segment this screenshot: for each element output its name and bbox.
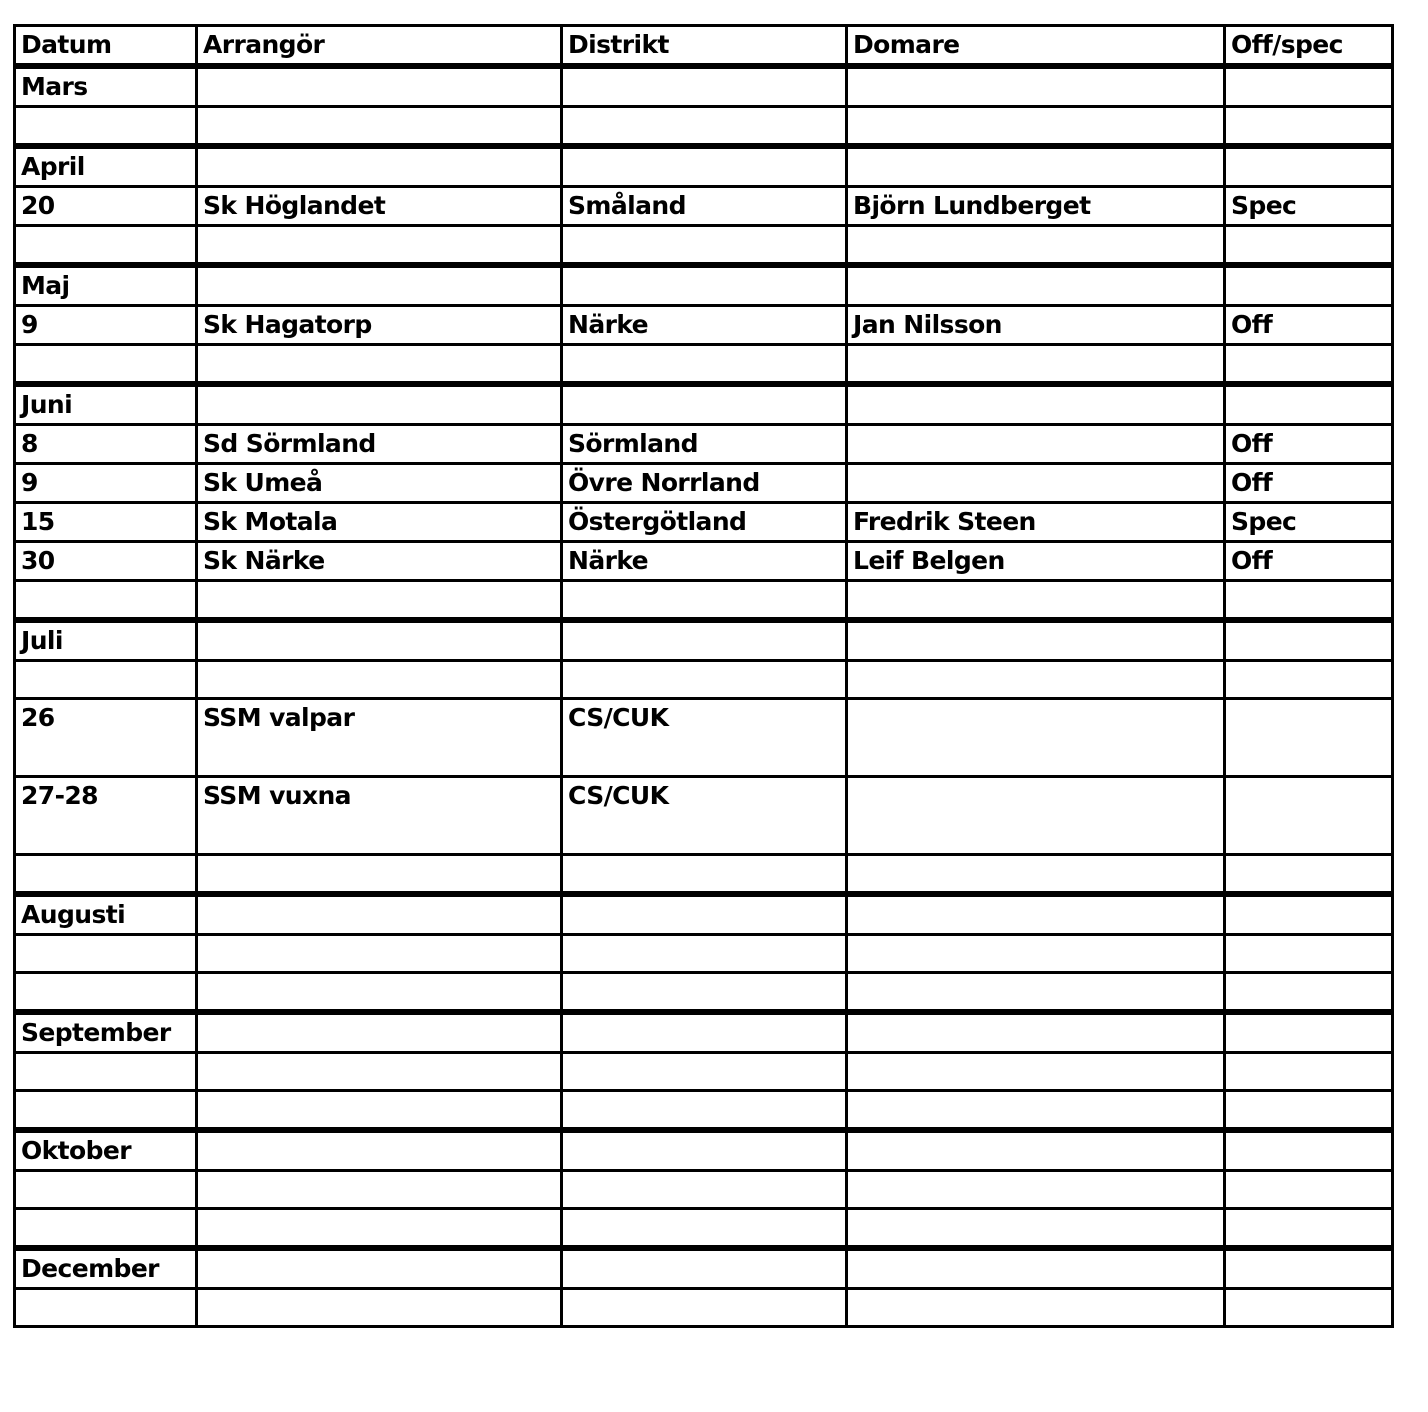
off-spec-cell bbox=[1225, 226, 1393, 266]
table-row bbox=[15, 503, 1393, 542]
arrangor-cell: Sd Sörmland bbox=[197, 425, 562, 464]
distrikt-cell bbox=[562, 265, 847, 306]
table-row bbox=[15, 894, 1393, 935]
table-row bbox=[15, 777, 1393, 855]
off-spec-cell: Off bbox=[1225, 542, 1393, 581]
distrikt-cell bbox=[562, 1053, 847, 1091]
domare-cell bbox=[847, 894, 1225, 935]
arrangor-cell: Sk Motala bbox=[197, 503, 562, 542]
arrangor-cell bbox=[197, 935, 562, 973]
distrikt-cell bbox=[562, 1209, 847, 1249]
off-spec-cell bbox=[1225, 146, 1393, 187]
datum-cell: Juni bbox=[15, 384, 197, 425]
datum-cell bbox=[15, 1053, 197, 1091]
domare-cell bbox=[847, 935, 1225, 973]
off-spec-cell bbox=[1225, 777, 1393, 855]
arrangor-cell bbox=[197, 1091, 562, 1131]
domare-cell: Fredrik Steen bbox=[847, 503, 1225, 542]
datum-cell bbox=[15, 935, 197, 973]
arrangor-cell bbox=[197, 146, 562, 187]
table-row bbox=[15, 581, 1393, 621]
off-spec-cell bbox=[1225, 1130, 1393, 1171]
off-spec-cell bbox=[1225, 1053, 1393, 1091]
arrangor-cell bbox=[197, 894, 562, 935]
datum-cell bbox=[15, 1209, 197, 1249]
header-off-spec: Off/spec bbox=[1225, 26, 1393, 67]
distrikt-cell bbox=[562, 66, 847, 107]
distrikt-cell: Småland bbox=[562, 187, 847, 226]
distrikt-cell bbox=[562, 1289, 847, 1327]
off-spec-cell bbox=[1225, 855, 1393, 895]
datum-cell bbox=[15, 345, 197, 385]
distrikt-cell: Närke bbox=[562, 542, 847, 581]
arrangor-cell bbox=[197, 1248, 562, 1289]
distrikt-cell: CS/CUK bbox=[562, 777, 847, 855]
off-spec-cell bbox=[1225, 1091, 1393, 1131]
datum-cell bbox=[15, 1091, 197, 1131]
datum-cell: 8 bbox=[15, 425, 197, 464]
table-row bbox=[15, 620, 1393, 661]
domare-cell bbox=[847, 777, 1225, 855]
datum-cell bbox=[15, 855, 197, 895]
arrangor-cell bbox=[197, 1130, 562, 1171]
table-row bbox=[15, 107, 1393, 147]
arrangor-cell bbox=[197, 620, 562, 661]
table-row bbox=[15, 855, 1393, 895]
off-spec-cell bbox=[1225, 699, 1393, 777]
off-spec-cell: Off bbox=[1225, 464, 1393, 503]
arrangor-cell bbox=[197, 226, 562, 266]
datum-cell: December bbox=[15, 1248, 197, 1289]
table-row bbox=[15, 1289, 1393, 1327]
datum-cell: 27-28 bbox=[15, 777, 197, 855]
distrikt-cell: Övre Norrland bbox=[562, 464, 847, 503]
domare-cell bbox=[847, 699, 1225, 777]
datum-cell: 30 bbox=[15, 542, 197, 581]
domare-cell bbox=[847, 661, 1225, 699]
off-spec-cell bbox=[1225, 581, 1393, 621]
domare-cell bbox=[847, 1289, 1225, 1327]
header-row bbox=[15, 26, 1393, 67]
datum-cell bbox=[15, 107, 197, 147]
domare-cell bbox=[847, 1012, 1225, 1053]
arrangor-cell bbox=[197, 1209, 562, 1249]
arrangor-cell: Sk Höglandet bbox=[197, 187, 562, 226]
distrikt-cell bbox=[562, 1091, 847, 1131]
domare-cell bbox=[847, 1091, 1225, 1131]
table-row bbox=[15, 973, 1393, 1013]
header-datum: Datum bbox=[15, 26, 197, 67]
arrangor-cell bbox=[197, 661, 562, 699]
domare-cell bbox=[847, 464, 1225, 503]
off-spec-cell bbox=[1225, 661, 1393, 699]
domare-cell bbox=[847, 1209, 1225, 1249]
schedule-table-body bbox=[15, 26, 1393, 1327]
distrikt-cell bbox=[562, 226, 847, 266]
datum-cell: Mars bbox=[15, 66, 197, 107]
arrangor-cell bbox=[197, 384, 562, 425]
arrangor-cell bbox=[197, 1171, 562, 1209]
arrangor-cell bbox=[197, 1289, 562, 1327]
domare-cell: Jan Nilsson bbox=[847, 306, 1225, 345]
off-spec-cell bbox=[1225, 384, 1393, 425]
header-domare: Domare bbox=[847, 26, 1225, 67]
table-row bbox=[15, 699, 1393, 777]
domare-cell bbox=[847, 620, 1225, 661]
datum-cell: Augusti bbox=[15, 894, 197, 935]
off-spec-cell bbox=[1225, 620, 1393, 661]
table-row bbox=[15, 1091, 1393, 1131]
distrikt-cell bbox=[562, 345, 847, 385]
domare-cell bbox=[847, 226, 1225, 266]
table-row bbox=[15, 226, 1393, 266]
off-spec-cell bbox=[1225, 1012, 1393, 1053]
distrikt-cell bbox=[562, 1248, 847, 1289]
arrangor-cell bbox=[197, 1053, 562, 1091]
table-row bbox=[15, 66, 1393, 107]
off-spec-cell bbox=[1225, 1248, 1393, 1289]
domare-cell: Leif Belgen bbox=[847, 542, 1225, 581]
domare-cell bbox=[847, 107, 1225, 147]
datum-cell: Oktober bbox=[15, 1130, 197, 1171]
arrangor-cell bbox=[197, 973, 562, 1013]
arrangor-cell: Sk Närke bbox=[197, 542, 562, 581]
off-spec-cell bbox=[1225, 1289, 1393, 1327]
datum-cell: 20 bbox=[15, 187, 197, 226]
table-row bbox=[15, 1053, 1393, 1091]
table-row bbox=[15, 425, 1393, 464]
distrikt-cell: Sörmland bbox=[562, 425, 847, 464]
arrangor-cell bbox=[197, 1012, 562, 1053]
table-row bbox=[15, 464, 1393, 503]
domare-cell: Björn Lundberget bbox=[847, 187, 1225, 226]
off-spec-cell bbox=[1225, 973, 1393, 1013]
off-spec-cell bbox=[1225, 935, 1393, 973]
off-spec-cell bbox=[1225, 107, 1393, 147]
distrikt-cell: Närke bbox=[562, 306, 847, 345]
arrangor-cell bbox=[197, 345, 562, 385]
off-spec-cell bbox=[1225, 345, 1393, 385]
table-row bbox=[15, 306, 1393, 345]
datum-cell bbox=[15, 661, 197, 699]
arrangor-cell: SSM valpar bbox=[197, 699, 562, 777]
arrangor-cell: SSM vuxna bbox=[197, 777, 562, 855]
datum-cell: 9 bbox=[15, 464, 197, 503]
table-row bbox=[15, 146, 1393, 187]
domare-cell bbox=[847, 855, 1225, 895]
off-spec-cell bbox=[1225, 66, 1393, 107]
domare-cell bbox=[847, 384, 1225, 425]
domare-cell bbox=[847, 1130, 1225, 1171]
domare-cell bbox=[847, 146, 1225, 187]
datum-cell: April bbox=[15, 146, 197, 187]
arrangor-cell bbox=[197, 855, 562, 895]
distrikt-cell bbox=[562, 620, 847, 661]
datum-cell: 9 bbox=[15, 306, 197, 345]
distrikt-cell bbox=[562, 1012, 847, 1053]
distrikt-cell bbox=[562, 581, 847, 621]
domare-cell bbox=[847, 1053, 1225, 1091]
domare-cell bbox=[847, 581, 1225, 621]
domare-cell bbox=[847, 1171, 1225, 1209]
distrikt-cell bbox=[562, 1130, 847, 1171]
header-arrangor: Arrangör bbox=[197, 26, 562, 67]
distrikt-cell bbox=[562, 855, 847, 895]
datum-cell bbox=[15, 973, 197, 1013]
table-row bbox=[15, 661, 1393, 699]
distrikt-cell bbox=[562, 973, 847, 1013]
datum-cell: 15 bbox=[15, 503, 197, 542]
domare-cell bbox=[847, 345, 1225, 385]
arrangor-cell bbox=[197, 66, 562, 107]
table-row bbox=[15, 345, 1393, 385]
off-spec-cell: Spec bbox=[1225, 503, 1393, 542]
datum-cell bbox=[15, 226, 197, 266]
off-spec-cell bbox=[1225, 1209, 1393, 1249]
datum-cell: 26 bbox=[15, 699, 197, 777]
distrikt-cell bbox=[562, 107, 847, 147]
table-row bbox=[15, 1130, 1393, 1171]
table-row bbox=[15, 384, 1393, 425]
distrikt-cell bbox=[562, 894, 847, 935]
table-row bbox=[15, 1012, 1393, 1053]
table-row bbox=[15, 1209, 1393, 1249]
distrikt-cell: Östergötland bbox=[562, 503, 847, 542]
domare-cell bbox=[847, 66, 1225, 107]
datum-cell bbox=[15, 581, 197, 621]
arrangor-cell bbox=[197, 107, 562, 147]
off-spec-cell: Off bbox=[1225, 306, 1393, 345]
distrikt-cell bbox=[562, 1171, 847, 1209]
off-spec-cell: Off bbox=[1225, 425, 1393, 464]
header-distrikt: Distrikt bbox=[562, 26, 847, 67]
arrangor-cell: Sk Umeå bbox=[197, 464, 562, 503]
domare-cell bbox=[847, 1248, 1225, 1289]
datum-cell bbox=[15, 1289, 197, 1327]
table-row bbox=[15, 265, 1393, 306]
table-row bbox=[15, 1171, 1393, 1209]
arrangor-cell: Sk Hagatorp bbox=[197, 306, 562, 345]
domare-cell bbox=[847, 425, 1225, 464]
distrikt-cell: CS/CUK bbox=[562, 699, 847, 777]
table-row bbox=[15, 542, 1393, 581]
datum-cell bbox=[15, 1171, 197, 1209]
distrikt-cell bbox=[562, 935, 847, 973]
domare-cell bbox=[847, 973, 1225, 1013]
datum-cell: Juli bbox=[15, 620, 197, 661]
schedule-table bbox=[13, 24, 1394, 1328]
table-row bbox=[15, 1248, 1393, 1289]
off-spec-cell bbox=[1225, 894, 1393, 935]
datum-cell: September bbox=[15, 1012, 197, 1053]
domare-cell bbox=[847, 265, 1225, 306]
table-row bbox=[15, 935, 1393, 973]
datum-cell: Maj bbox=[15, 265, 197, 306]
arrangor-cell bbox=[197, 265, 562, 306]
distrikt-cell bbox=[562, 146, 847, 187]
off-spec-cell bbox=[1225, 265, 1393, 306]
off-spec-cell bbox=[1225, 1171, 1393, 1209]
off-spec-cell: Spec bbox=[1225, 187, 1393, 226]
distrikt-cell bbox=[562, 661, 847, 699]
distrikt-cell bbox=[562, 384, 847, 425]
arrangor-cell bbox=[197, 581, 562, 621]
table-row bbox=[15, 187, 1393, 226]
